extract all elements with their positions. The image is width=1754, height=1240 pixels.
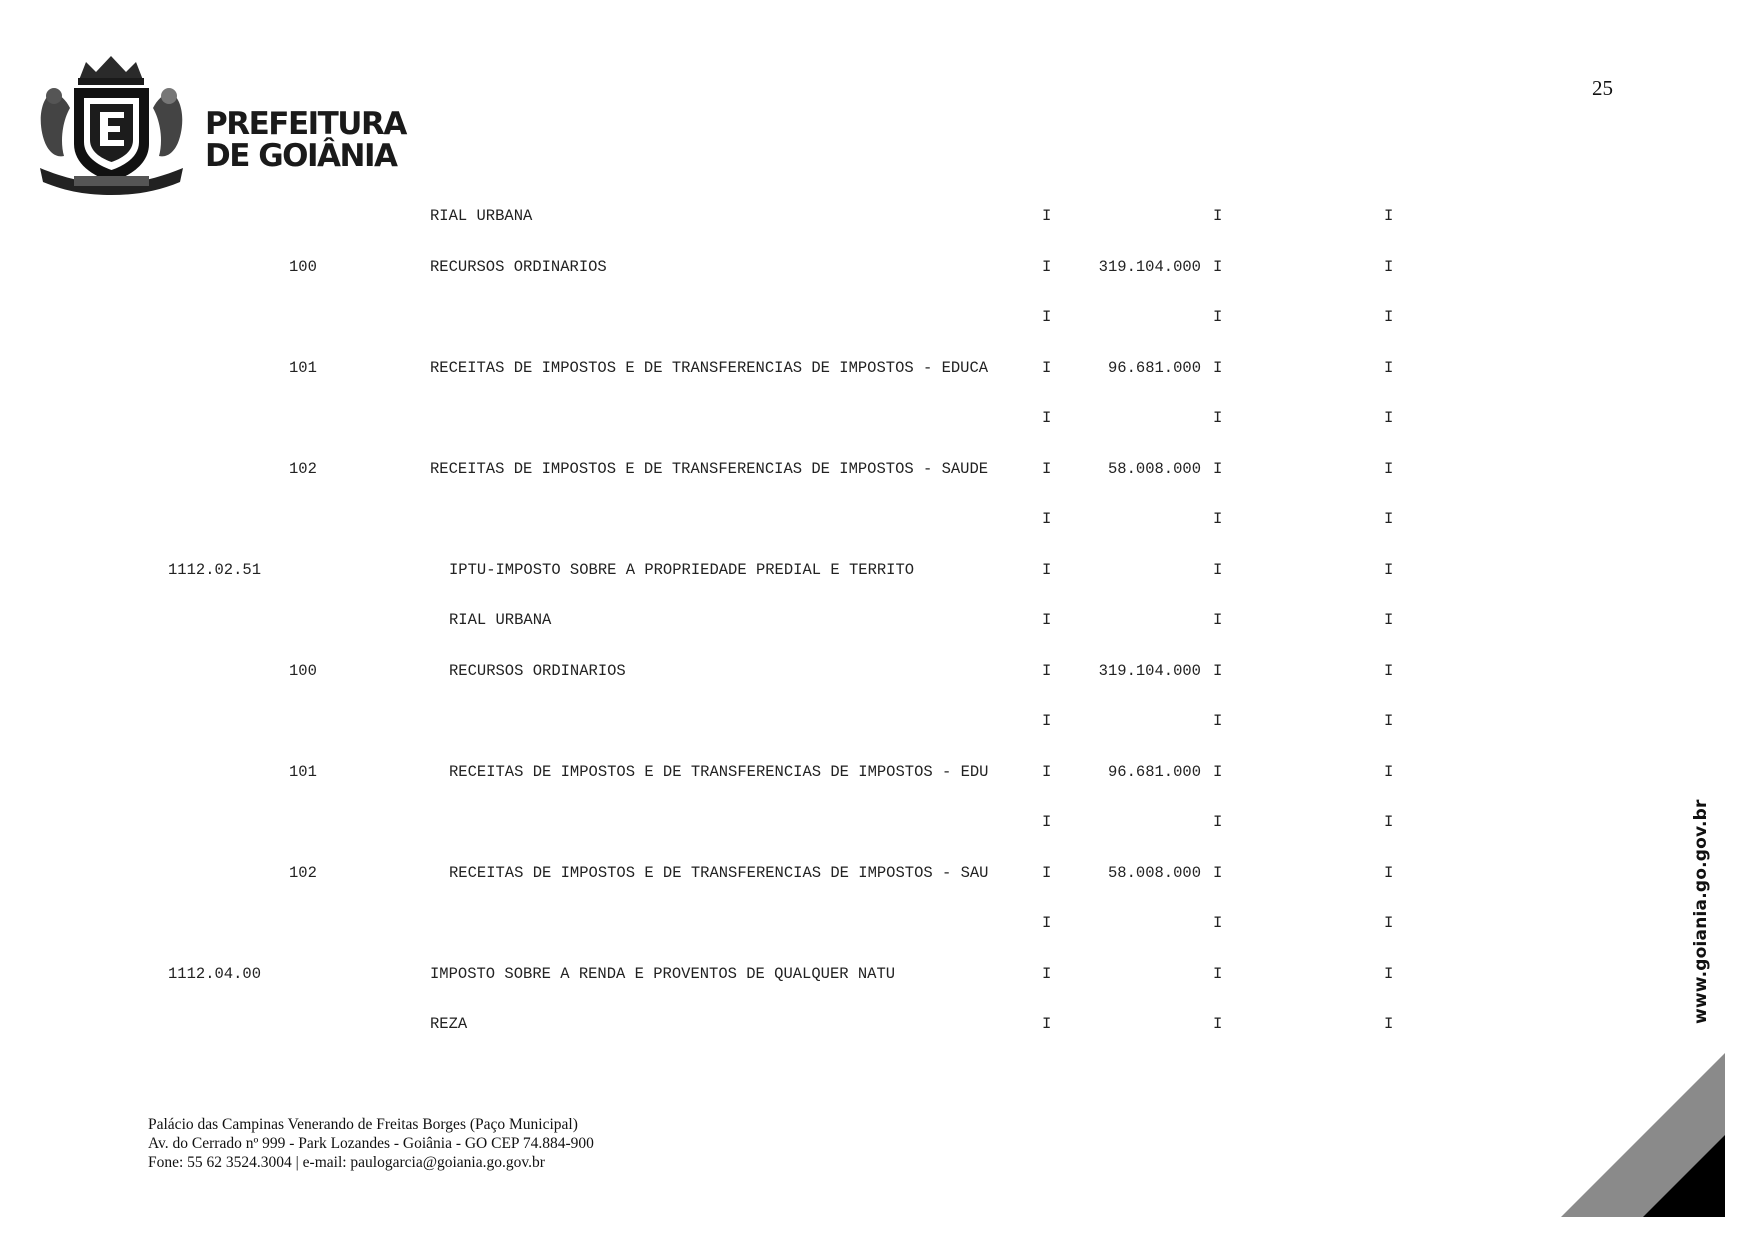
- column-separator: I: [1213, 257, 1223, 276]
- description: RIAL URBANA: [449, 611, 552, 629]
- description: IMPOSTO SOBRE A RENDA E PROVENTOS DE QUALQUER NATU: [430, 964, 896, 983]
- footer-line-3: Fone: 55 62 3524.3004 | e-mail: paulogarcia@goiania.go.gov.br: [148, 1154, 545, 1171]
- website-url: www.goiania.go.gov.br: [1691, 799, 1711, 1024]
- column-separator: I: [1384, 813, 1394, 831]
- column-separator: I: [1384, 257, 1394, 276]
- description: RECURSOS ORDINARIOS: [449, 661, 626, 680]
- account-code: 1112.02.51: [168, 560, 262, 579]
- column-separator: I: [1042, 914, 1052, 932]
- column-separator: I: [1213, 712, 1223, 730]
- table-row: [0, 1013, 1754, 1035]
- description: RECURSOS ORDINARIOS: [430, 257, 607, 276]
- column-separator: I: [1384, 510, 1394, 528]
- column-separator: I: [1213, 863, 1223, 882]
- column-separator: I: [1042, 964, 1052, 983]
- column-separator: I: [1213, 964, 1223, 983]
- column-separator: I: [1042, 712, 1052, 730]
- footer-line-2: Av. do Cerrado nº 999 - Park Lozandes - Goiânia - GO CEP 74.884-900: [148, 1135, 594, 1152]
- column-separator: I: [1042, 207, 1052, 225]
- table-row: [0, 710, 1754, 732]
- column-separator: I: [1042, 762, 1052, 781]
- page-number: 25: [1592, 76, 1613, 100]
- footer-address: [148, 1115, 594, 1172]
- amount: 319.104.000: [1098, 661, 1201, 680]
- column-separator: I: [1384, 560, 1394, 579]
- source-code: 102: [289, 459, 317, 478]
- column-separator: I: [1213, 914, 1223, 932]
- table-row: [0, 205, 1754, 227]
- source-code: 101: [289, 762, 317, 781]
- table-row: [0, 862, 1754, 884]
- table-row: [0, 811, 1754, 833]
- column-separator: I: [1213, 510, 1223, 528]
- column-separator: I: [1213, 308, 1223, 326]
- column-separator: I: [1042, 459, 1052, 478]
- column-separator: I: [1042, 308, 1052, 326]
- column-separator: I: [1384, 762, 1394, 781]
- source-code: 101: [289, 358, 317, 377]
- column-separator: I: [1042, 661, 1052, 680]
- column-separator: I: [1384, 409, 1394, 427]
- description: RECEITAS DE IMPOSTOS E DE TRANSFERENCIAS DE IMPOSTOS - SAU: [449, 863, 989, 882]
- column-separator: I: [1213, 207, 1223, 225]
- column-separator: I: [1042, 813, 1052, 831]
- amount: 58.008.000: [1107, 459, 1201, 478]
- column-separator: I: [1213, 661, 1223, 680]
- account-code: 1112.04.00: [168, 964, 262, 983]
- corner-decoration: [1561, 1053, 1725, 1217]
- column-separator: I: [1213, 409, 1223, 427]
- table-row: [0, 761, 1754, 783]
- table-row: [0, 407, 1754, 429]
- column-separator: I: [1042, 560, 1052, 579]
- column-separator: I: [1384, 964, 1394, 983]
- column-separator: I: [1042, 863, 1052, 882]
- brand-line-2: DE GOIÂNIA: [205, 138, 397, 174]
- column-separator: I: [1042, 1015, 1052, 1033]
- column-separator: I: [1213, 560, 1223, 579]
- table-row: [0, 609, 1754, 631]
- column-separator: I: [1384, 459, 1394, 478]
- table-row: [0, 508, 1754, 530]
- amount: 58.008.000: [1107, 863, 1201, 882]
- table-row: [0, 912, 1754, 934]
- table-row: [0, 660, 1754, 682]
- table-row: [0, 256, 1754, 278]
- amount: 319.104.000: [1098, 257, 1201, 276]
- column-separator: I: [1384, 712, 1394, 730]
- column-separator: I: [1213, 762, 1223, 781]
- column-separator: I: [1213, 1015, 1223, 1033]
- column-separator: I: [1384, 611, 1394, 629]
- table-row: [0, 963, 1754, 985]
- column-separator: I: [1213, 459, 1223, 478]
- amount: 96.681.000: [1107, 358, 1201, 377]
- column-separator: I: [1213, 813, 1223, 831]
- source-code: 100: [289, 257, 317, 276]
- column-separator: I: [1042, 510, 1052, 528]
- column-separator: I: [1042, 257, 1052, 276]
- amount: 96.681.000: [1107, 762, 1201, 781]
- table-row: [0, 458, 1754, 480]
- column-separator: I: [1384, 914, 1394, 932]
- column-separator: I: [1384, 1015, 1394, 1033]
- column-separator: I: [1042, 358, 1052, 377]
- table-row: [0, 559, 1754, 581]
- column-separator: I: [1384, 863, 1394, 882]
- column-separator: I: [1042, 409, 1052, 427]
- column-separator: I: [1384, 207, 1394, 225]
- table-row: [0, 357, 1754, 379]
- description: RECEITAS DE IMPOSTOS E DE TRANSFERENCIAS DE IMPOSTOS - EDUCA: [430, 358, 989, 377]
- footer-line-1: Palácio das Campinas Venerando de Freitas Borges (Paço Municipal): [148, 1116, 578, 1133]
- description: IPTU-IMPOSTO SOBRE A PROPRIEDADE PREDIAL E TERRITO: [449, 560, 915, 579]
- column-separator: I: [1042, 611, 1052, 629]
- column-separator: I: [1213, 611, 1223, 629]
- column-separator: I: [1384, 661, 1394, 680]
- table-row: [0, 306, 1754, 328]
- description: RIAL URBANA: [430, 207, 533, 225]
- source-code: 100: [289, 661, 317, 680]
- brand-line-1: PREFEITURA: [205, 106, 406, 142]
- column-separator: I: [1384, 308, 1394, 326]
- description: RECEITAS DE IMPOSTOS E DE TRANSFERENCIAS DE IMPOSTOS - EDU: [449, 762, 989, 781]
- source-code: 102: [289, 863, 317, 882]
- description: RECEITAS DE IMPOSTOS E DE TRANSFERENCIAS DE IMPOSTOS - SAUDE: [430, 459, 989, 478]
- column-separator: I: [1384, 358, 1394, 377]
- description: REZA: [430, 1015, 468, 1033]
- column-separator: I: [1213, 358, 1223, 377]
